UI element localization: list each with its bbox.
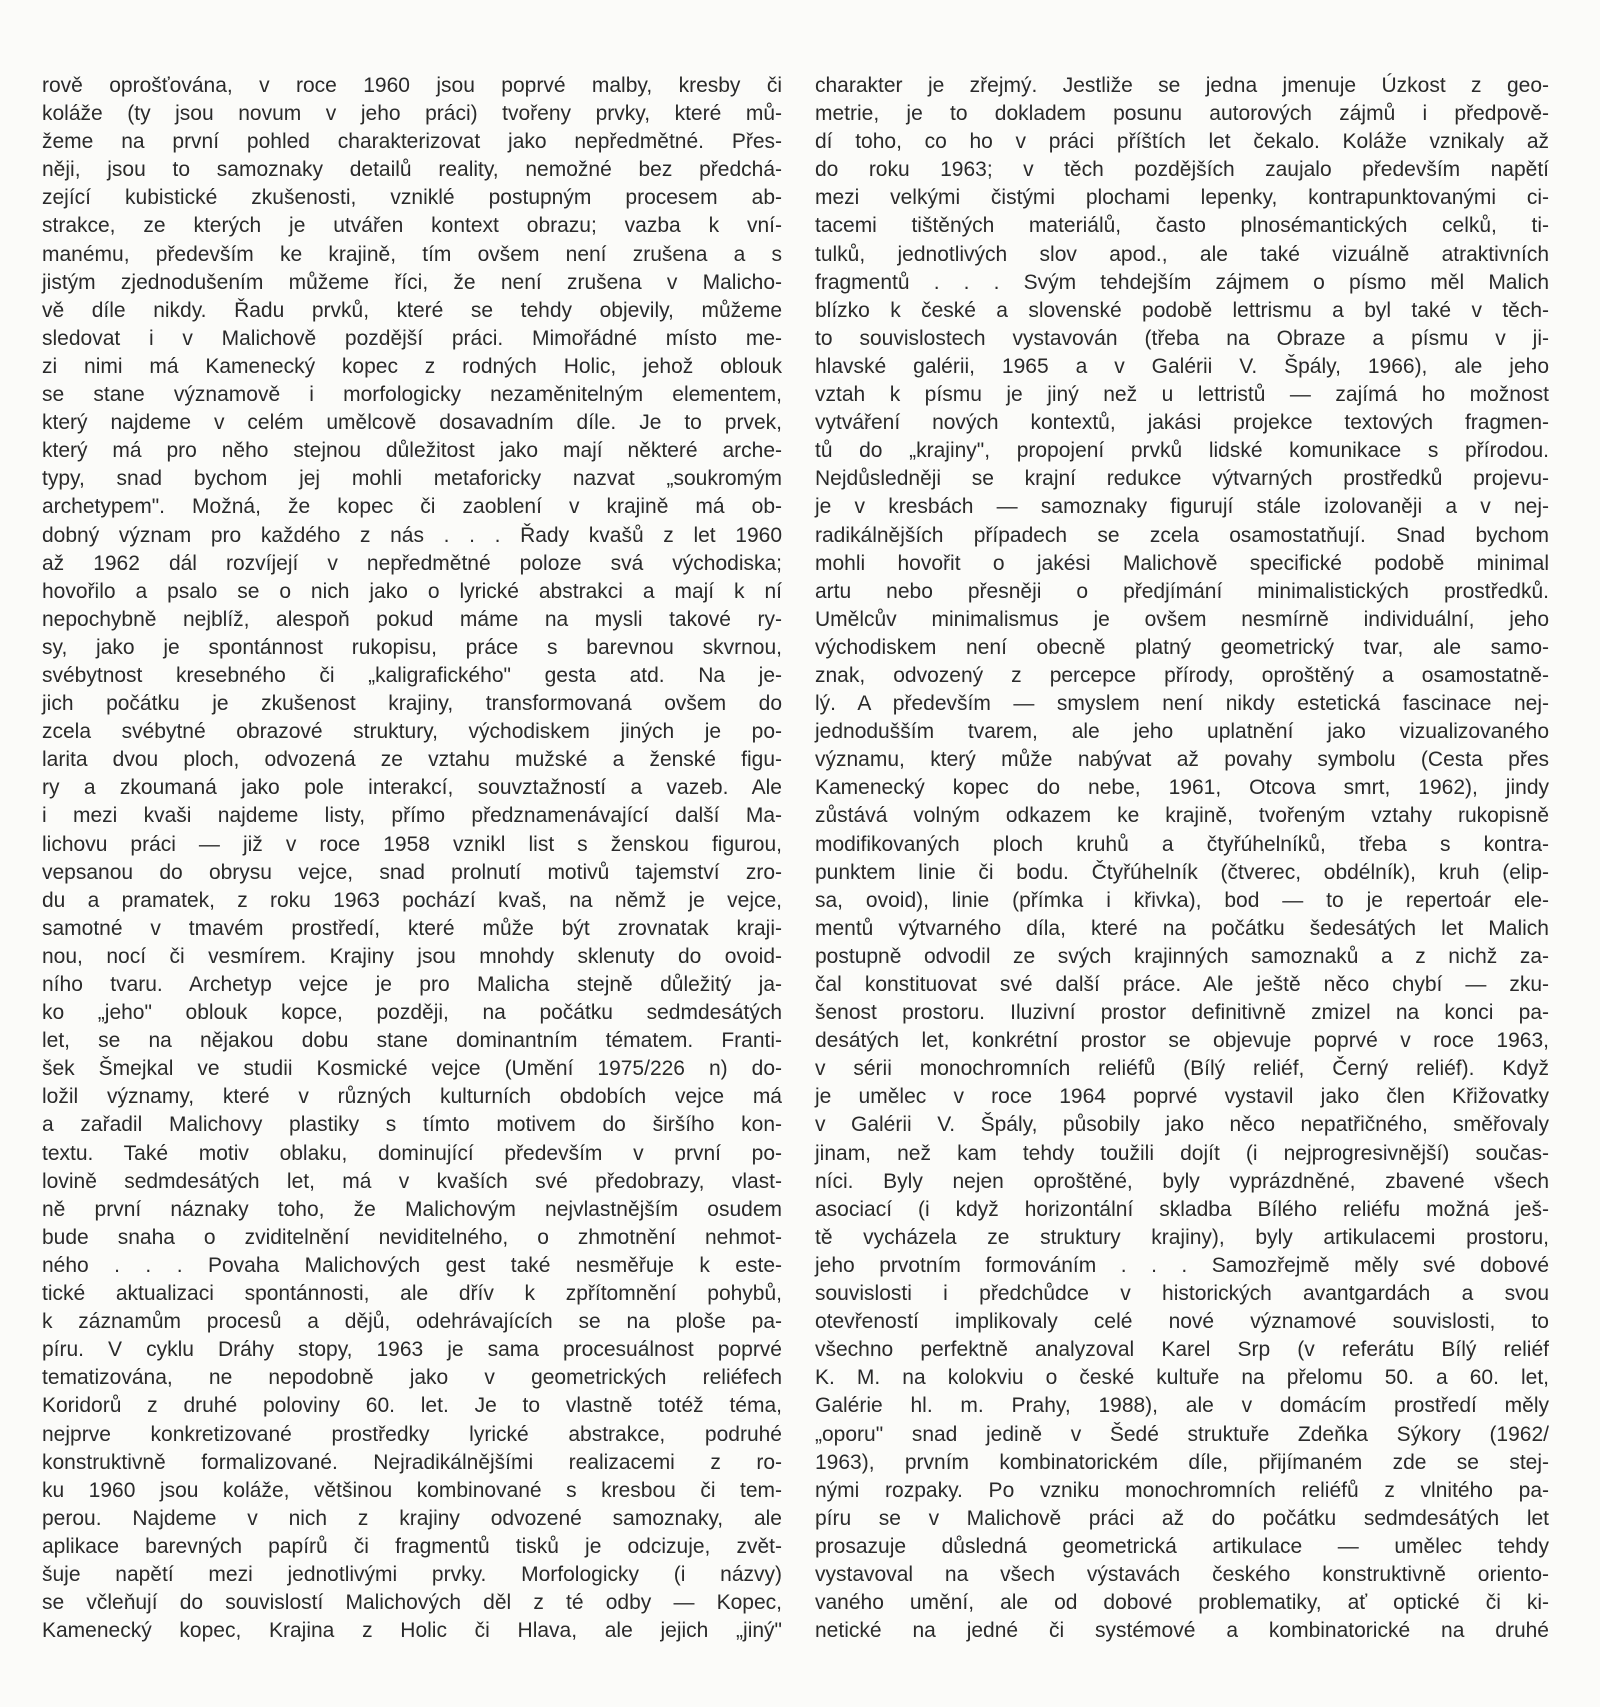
text-line: 1963), prvním kombinatorickém díle, přijímaném zde se stej- <box>815 1450 1549 1474</box>
text-line: bude snaha o zviditelnění neviditelného, o zhmotnění nehmot- <box>42 1225 782 1249</box>
text-line: je umělec v roce 1964 poprvé vystavil jako člen Křižovatky <box>815 1085 1549 1109</box>
text-line: šek Šmejkal ve studii Kosmické vejce (Umění 1975/226 n) do- <box>42 1057 782 1081</box>
text-line: jinam, než kam tehdy toužili dojít (i nejprogresivnější) součas- <box>815 1141 1549 1165</box>
text-line: dobný význam pro každého z nás . . . Řady kvašů z let 1960 <box>42 523 782 547</box>
text-line: i mezi kvaši najdeme listy, přímo předznamenávající další Ma- <box>42 804 782 828</box>
text-line: zůstává volným odkazem ke krajině, tvořeným vztahy rukopisně <box>815 804 1549 828</box>
text-line: mentů výtvarného díla, které na počátku šedesátých let Malich <box>815 916 1549 940</box>
text-line: let, se na nějakou dobu stane dominantním tématem. Franti- <box>42 1029 782 1053</box>
text-line: Umělcův minimalismus je ovšem nesmírně individuální, jeho <box>815 607 1549 631</box>
text-line: radikálnějších případech se zcela osamostatňují. Snad bychom <box>815 523 1549 547</box>
text-line: východiskem není obecně platný geometrický tvar, ale samo- <box>815 635 1549 659</box>
text-line: K. M. na kolokviu o české kultuře na přelomu 50. a 60. let, <box>815 1366 1549 1390</box>
text-line: sledovat i v Malichově pozdější práci. Mimořádné místo me- <box>42 326 782 350</box>
text-line: souvislosti i předchůdce v historických avantgardách a svou <box>815 1282 1549 1306</box>
text-line: charakter je zřejmý. Jestliže se jedna jmenuje Úzkost z geo- <box>815 74 1549 97</box>
text-line: typy, snad bychom jej mohli metaforicky nazvat „soukromým <box>42 467 782 491</box>
text-line: vepsanou do obrysu vejce, snad prolnutí motivů tajemství zro- <box>42 860 782 884</box>
text-line: rově oprošťována, v roce 1960 jsou poprvé malby, kresby či <box>42 74 782 97</box>
text-line: znak, odvozený z percepce přírody, oproštěný a osamostatně- <box>815 663 1549 687</box>
text-line: ního tvaru. Archetyp vejce je pro Malicha stejně důležitý ja- <box>42 973 782 996</box>
text-line: vystavoval na všech výstavách českého konstruktivně oriento- <box>815 1562 1549 1586</box>
text-line: blízko k české a slovenské podobě lettrismu a byl také v těch- <box>815 298 1549 322</box>
text-line: Koridorů z druhé poloviny 60. let. Je to vlastně totéž téma, <box>42 1394 782 1418</box>
text-line: nou, nocí či vesmírem. Krajiny jsou mnohdy sklenuty do ovoid- <box>42 944 782 968</box>
text-line: modifikovaných ploch kruhů a čtyřúhelníků, třeba s kontra- <box>815 832 1549 856</box>
text-line: šuje napětí mezi jednotlivými prvky. Morfologicky (i názvy) <box>42 1562 782 1586</box>
text-line: koláže (ty jsou novum v jeho práci) tvořeny prvky, které mů- <box>42 102 782 126</box>
text-line: píru se v Malichově práci až do počátku sedmdesátých let <box>815 1506 1549 1530</box>
text-line: zející kubistické zkušenosti, vzniklé postupným procesem ab- <box>42 186 782 210</box>
text-column-right <box>815 72 1549 1645</box>
text-line: píru. V cyklu Dráhy stopy, 1963 je sama procesuálnost poprvé <box>42 1338 782 1362</box>
text-line: punktem linie či bodu. Čtyřúhelník (čtverec, obdélník), kruh (elip- <box>815 860 1549 884</box>
text-line: aplikace barevných papírů či fragmentů tisků je odcizuje, zvět- <box>42 1534 782 1558</box>
text-line: du a pramatek, z roku 1963 pochází kvaš, na němž je vejce, <box>42 888 782 912</box>
text-line: vytváření nových kontextů, jakási projekce textových fragmen- <box>815 411 1549 435</box>
text-line: nými rozpaky. Po vzniku monochromních reliéfů z vlnitého pa- <box>815 1478 1549 1502</box>
text-line: vztah k písmu je jiný než u lettristů — zajímá ho možnost <box>815 383 1549 407</box>
text-line: nepochybně nejblíž, alespoň pokud máme na mysli takové ry- <box>42 607 782 631</box>
text-line: jistým zjednodušením můžeme říci, že není zrušena v Malicho- <box>42 270 782 294</box>
text-line: Nejdůsledněji se krajní redukce výtvarných prostředků projevu- <box>815 467 1549 491</box>
text-line: tické aktualizaci spontánnosti, ale dřív k zpřítomnění pohybů, <box>42 1282 782 1306</box>
text-line: textu. Také motiv oblaku, dominující především v první po- <box>42 1141 782 1165</box>
text-line: významu, který může nabývat až povahy symbolu (Cesta přes <box>815 748 1549 772</box>
text-line: zi nimi má Kamenecký kopec z rodných Holic, jehož oblouk <box>42 354 782 378</box>
text-line: lovině sedmdesátých let, má v kvaších své předobrazy, vlast- <box>42 1169 782 1193</box>
text-line: hovořilo a psalo se o nich jako o lyrické abstrakci a mají k ní <box>42 579 782 603</box>
text-line: dí toho, co ho v práci příštích let čekalo. Koláže vznikaly až <box>815 130 1549 154</box>
text-line: který najdeme v celém umělcově dosavadním díle. Je to prvek, <box>42 411 782 435</box>
text-line: svébytnost kresebného či „kaligrafického" gesta atd. Na je- <box>42 663 782 687</box>
text-line: je v kresbách — samoznaky figurují stále izolovaněji a v nej- <box>815 495 1549 519</box>
text-line: zcela svébytné obrazové struktury, východiskem jiných je po- <box>42 720 782 744</box>
text-line: sa, ovoid), linie (přímka i křivka), bod — to je repertoár ele- <box>815 888 1549 912</box>
text-column-left <box>42 72 782 1645</box>
text-line: tulků, jednotlivých slov apod., ale také vizuálně atraktivních <box>815 242 1549 266</box>
text-line: metrie, je to dokladem posunu autorových zájmů i předpově- <box>815 102 1549 126</box>
text-line: žeme na první pohled charakterizovat jako nepředmětné. Přes- <box>42 130 782 154</box>
text-line: artu nebo přesněji o předjímání minimalistických prostředků. <box>815 579 1549 603</box>
text-line: který má pro něho stejnou důležitost jako mají některé arche- <box>42 439 782 463</box>
text-line: fragmentů . . . Svým tehdejším zájmem o písmo měl Malich <box>815 270 1549 294</box>
text-line: vě díle nikdy. Řadu prvků, které se tehdy objevily, můžeme <box>42 298 782 322</box>
text-line: vaného umění, ale od dobové problematiky, ať optické či ki- <box>815 1591 1549 1615</box>
text-line: všechno perfektně analyzoval Karel Srp (v referátu Bílý reliéf <box>815 1338 1549 1362</box>
text-line: v sérii monochromních reliéfů (Bílý reliéf, Černý reliéf). Když <box>815 1057 1549 1081</box>
text-line: šenost prostoru. Iluzivní prostor definitivně zmizel na konci pa- <box>815 1001 1549 1025</box>
text-line: Galérie hl. m. Prahy, 1988), ale v domácím prostředí měly <box>815 1394 1549 1418</box>
text-line: lý. A především — smyslem není nikdy estetická fascinace nej- <box>815 692 1549 716</box>
text-line: něji, jsou to samoznaky detailů reality, nemožné bez předchá- <box>42 158 782 182</box>
text-line: ného . . . Povaha Malichových gest také nesměřuje k este- <box>42 1253 782 1277</box>
text-line: v Galérii V. Špály, působily jako něco nepatřičného, směřovaly <box>815 1113 1549 1137</box>
text-line: ry a zkoumaná jako pole interakcí, souvztažností a vazeb. Ale <box>42 776 782 800</box>
text-line: k záznamům procesů a dějů, odehrávajících se na ploše pa- <box>42 1310 782 1334</box>
text-line: samotné v tmavém prostředí, které může být zrovnatak kraji- <box>42 916 782 940</box>
text-line: prosazuje důsledná geometrická artikulace — umělec tehdy <box>815 1534 1549 1558</box>
text-line: desátých let, konkrétní prostor se objevuje poprvé v roce 1963, <box>815 1029 1549 1053</box>
text-line: se stane významově i morfologicky nezaměnitelným elementem, <box>42 383 782 407</box>
text-line: ně první náznaky toho, že Malichovým nejvlastnějším osudem <box>42 1197 782 1221</box>
text-line: ložil významy, které v různých kulturních obdobích vejce má <box>42 1085 782 1109</box>
text-line: postupně odvodil ze svých krajinných samoznaků a z nichž za- <box>815 944 1549 968</box>
text-line: hlavské galérii, 1965 a v Galérii V. Špály, 1966), ale jeho <box>815 354 1549 378</box>
text-line: konstruktivně formalizované. Nejradikálnějšími realizacemi z ro- <box>42 1450 782 1474</box>
text-line: tematizována, ne nepodobně jako v geometrických reliéfech <box>42 1366 782 1390</box>
text-line: jeho prvotním formováním . . . Samozřejmě měly své dobové <box>815 1253 1549 1277</box>
text-line: lichovu práci — již v roce 1958 vznikl list s ženskou figurou, <box>42 832 782 856</box>
text-line: larita dvou ploch, odvozená ze vztahu mužské a ženské figu- <box>42 748 782 772</box>
text-line: mezi velkými čistými plochami lepenky, kontrapunktovanými ci- <box>815 186 1549 210</box>
text-line: netické na jedné či systémové a kombinatorické na druhé <box>815 1619 1549 1643</box>
text-line: do roku 1963; v těch pozdějších zaujalo především napětí <box>815 158 1549 182</box>
text-line: Kamenecký kopec, Krajina z Holic či Hlava, ale jejich „jiný" <box>42 1619 782 1643</box>
text-line: manému, především ke krajině, tím ovšem není zrušena a s <box>42 242 782 266</box>
text-line: mohli hovořit o jakési Malichově specifické podobě minimal <box>815 551 1549 575</box>
text-line: ko „jeho" oblouk kopce, později, na počátku sedmdesátých <box>42 1001 782 1025</box>
text-line: čal konstituovat své další práce. Ale ještě něco chybí — zku- <box>815 973 1549 996</box>
text-line: to souvislostech vystavován (třeba na Obraze a písmu v ji- <box>815 326 1549 350</box>
text-line: a zařadil Malichovy plastiky s tímto motivem do širšího kon- <box>42 1113 782 1137</box>
text-line: strakce, ze kterých je utvářen kontext obrazu; vazba k vní- <box>42 214 782 238</box>
text-line: tacemi tištěných materiálů, často plnosémantických celků, ti- <box>815 214 1549 238</box>
text-line: sy, jako je spontánnost rukopisu, práce s barevnou skvrnou, <box>42 635 782 659</box>
text-line: ku 1960 jsou koláže, většinou kombinované s kresbou či tem- <box>42 1478 782 1502</box>
text-line: se včleňují do souvislostí Malichových děl z té odby — Kopec, <box>42 1591 782 1615</box>
text-line: perou. Najdeme v nich z krajiny odvozené samoznaky, ale <box>42 1506 782 1530</box>
text-line: archetypem". Možná, že kopec či zaoblení v krajině má ob- <box>42 495 782 519</box>
text-line: jich počátku je zkušenost krajiny, transformovaná ovšem do <box>42 692 782 716</box>
text-line: tě vycházela ze struktury krajiny), byly artikulacemi prostoru, <box>815 1225 1549 1249</box>
text-line: nejprve konkretizované prostředky lyrické abstrakce, podruhé <box>42 1422 782 1446</box>
text-line: níci. Byly nejen oproštěné, byly vyprázdněné, zbavené všech <box>815 1169 1549 1193</box>
text-line: až 1962 dál rozvíjejí v nepředmětné poloze svá východiska; <box>42 551 782 575</box>
text-line: asociací (i když horizontální skladba Bílého reliéfu možná ješ- <box>815 1197 1549 1221</box>
text-line: jednodušším tvarem, ale jeho uplatnění jako vizualizovaného <box>815 720 1549 744</box>
text-line: „oporu" snad jedině v Šedé struktuře Zdeňka Sýkory (1962/ <box>815 1422 1549 1446</box>
text-line: otevřeností implikovaly celé nové významové souvislosti, to <box>815 1310 1549 1334</box>
text-line: tů do „krajiny", propojení prvků lidské komunikace s přírodou. <box>815 439 1549 463</box>
text-line: Kamenecký kopec do nebe, 1961, Otcova smrt, 1962), jindy <box>815 776 1549 800</box>
